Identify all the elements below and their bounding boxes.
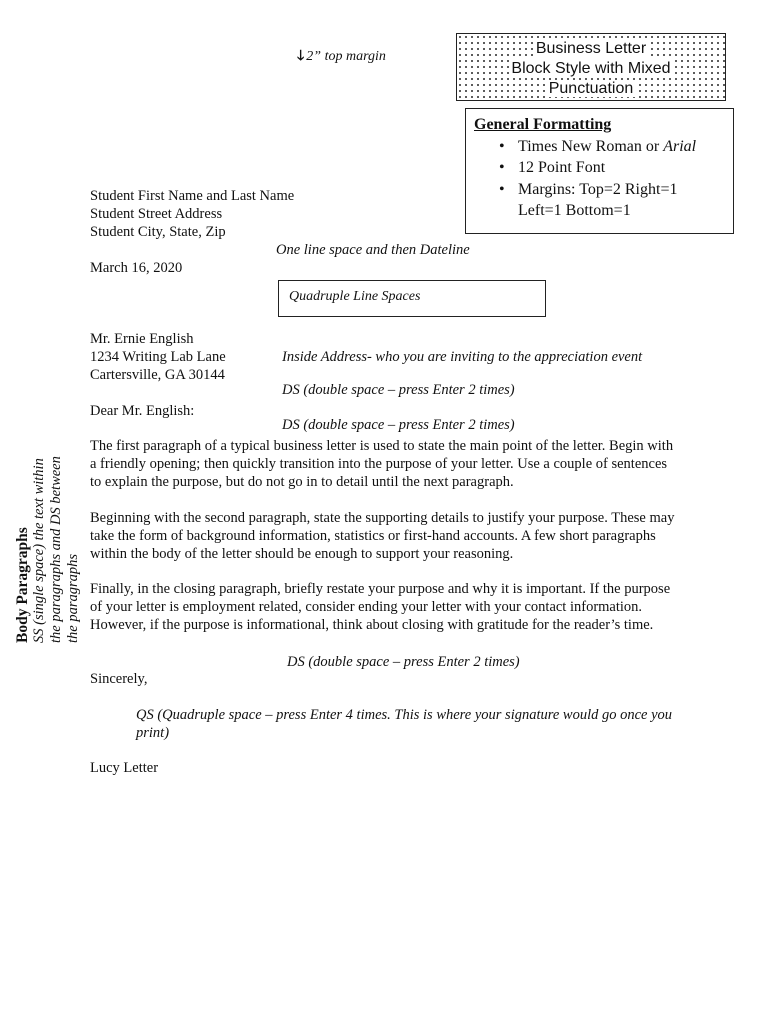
title-line-1: Business Letter <box>535 40 647 57</box>
recipient-city: Cartersville, GA 30144 <box>90 367 225 383</box>
list-item <box>474 157 727 179</box>
quadruple-spaces-box <box>278 280 546 317</box>
general-formatting-heading: General Formatting <box>474 116 612 133</box>
double-space-note-1: DS (double space – press Enter 2 times) <box>282 382 515 398</box>
list-item-text: Times New Roman or <box>518 137 664 155</box>
body-paragraphs-side-label <box>14 443 82 643</box>
side-label-text: SS (single space) the text within the paragraphs and DS between the paragraphs <box>31 456 81 643</box>
side-label-title: Body Paragraphs <box>14 527 31 643</box>
list-item <box>474 179 727 201</box>
inside-address-note: Inside Address- who you are inviting to the appreciation event <box>282 349 643 365</box>
signature-name: Lucy Letter <box>90 760 159 776</box>
list-item-text: Margins: Top=2 Right=1 <box>518 180 678 198</box>
list-item <box>474 200 727 222</box>
sender-name: Student First Name and Last Name <box>90 188 295 204</box>
letter-date: March 16, 2020 <box>90 260 183 276</box>
bullet-icon: • <box>499 180 505 198</box>
top-margin-text: 2” top margin <box>306 49 386 64</box>
list-item-text: 12 Point Font <box>518 159 606 176</box>
list-item-text: Left=1 Bottom=1 <box>518 202 631 219</box>
recipient-name: Mr. Ernie English <box>90 331 194 347</box>
general-formatting-box <box>465 108 734 234</box>
title-box <box>456 33 726 101</box>
sender-street: Student Street Address <box>90 206 223 222</box>
top-margin-note <box>297 48 386 66</box>
title-line-3: Punctuation <box>548 80 634 97</box>
body-paragraph-1: The first paragraph of a typical business letter is used to state the main point of the letter. Begin with a friendly opening; then quickly transition into the purpose of your letter. Use a couple of sentences to explain the purpose, but do not go in to detail until the next paragraph. <box>90 438 674 490</box>
salutation: Dear Mr. English: <box>90 403 195 419</box>
sender-city: Student City, State, Zip <box>90 224 226 240</box>
list-item-italic: Arial <box>663 137 697 155</box>
double-space-note-2: DS (double space – press Enter 2 times) <box>282 417 515 433</box>
bullet-icon: • <box>499 159 505 176</box>
bullet-icon: • <box>499 137 505 155</box>
general-formatting-list <box>474 136 727 222</box>
down-arrow-icon: 🡓 <box>297 49 305 64</box>
title-line-2: Block Style with Mixed <box>511 60 671 77</box>
recipient-street: 1234 Writing Lab Lane <box>90 349 226 365</box>
dateline-note: One line space and then Dateline <box>276 242 470 258</box>
closing: Sincerely, <box>90 671 148 687</box>
body-paragraph-3: Finally, in the closing paragraph, briefly restate your purpose and why it is important. If the purpose of your letter is employment related, consider ending your letter with your contact information. However, if the purpose is informational, think about closing with gratitude for the reader’s time. <box>90 581 671 633</box>
list-item <box>474 136 727 158</box>
quadruple-spaces-note: Quadruple Line Spaces <box>289 289 421 304</box>
body-paragraph-2: Beginning with the second paragraph, state the supporting details to justify your purpose. These may take the form of background information, statistics or first-hand accounts. A few short paragraphs within the body of the letter should be enough to support your reasoning. <box>90 510 675 562</box>
double-space-note-3: DS (double space – press Enter 2 times) <box>287 654 520 670</box>
quadruple-space-note: QS (Quadruple space – press Enter 4 times. This is where your signature would go once you print) <box>136 707 673 741</box>
